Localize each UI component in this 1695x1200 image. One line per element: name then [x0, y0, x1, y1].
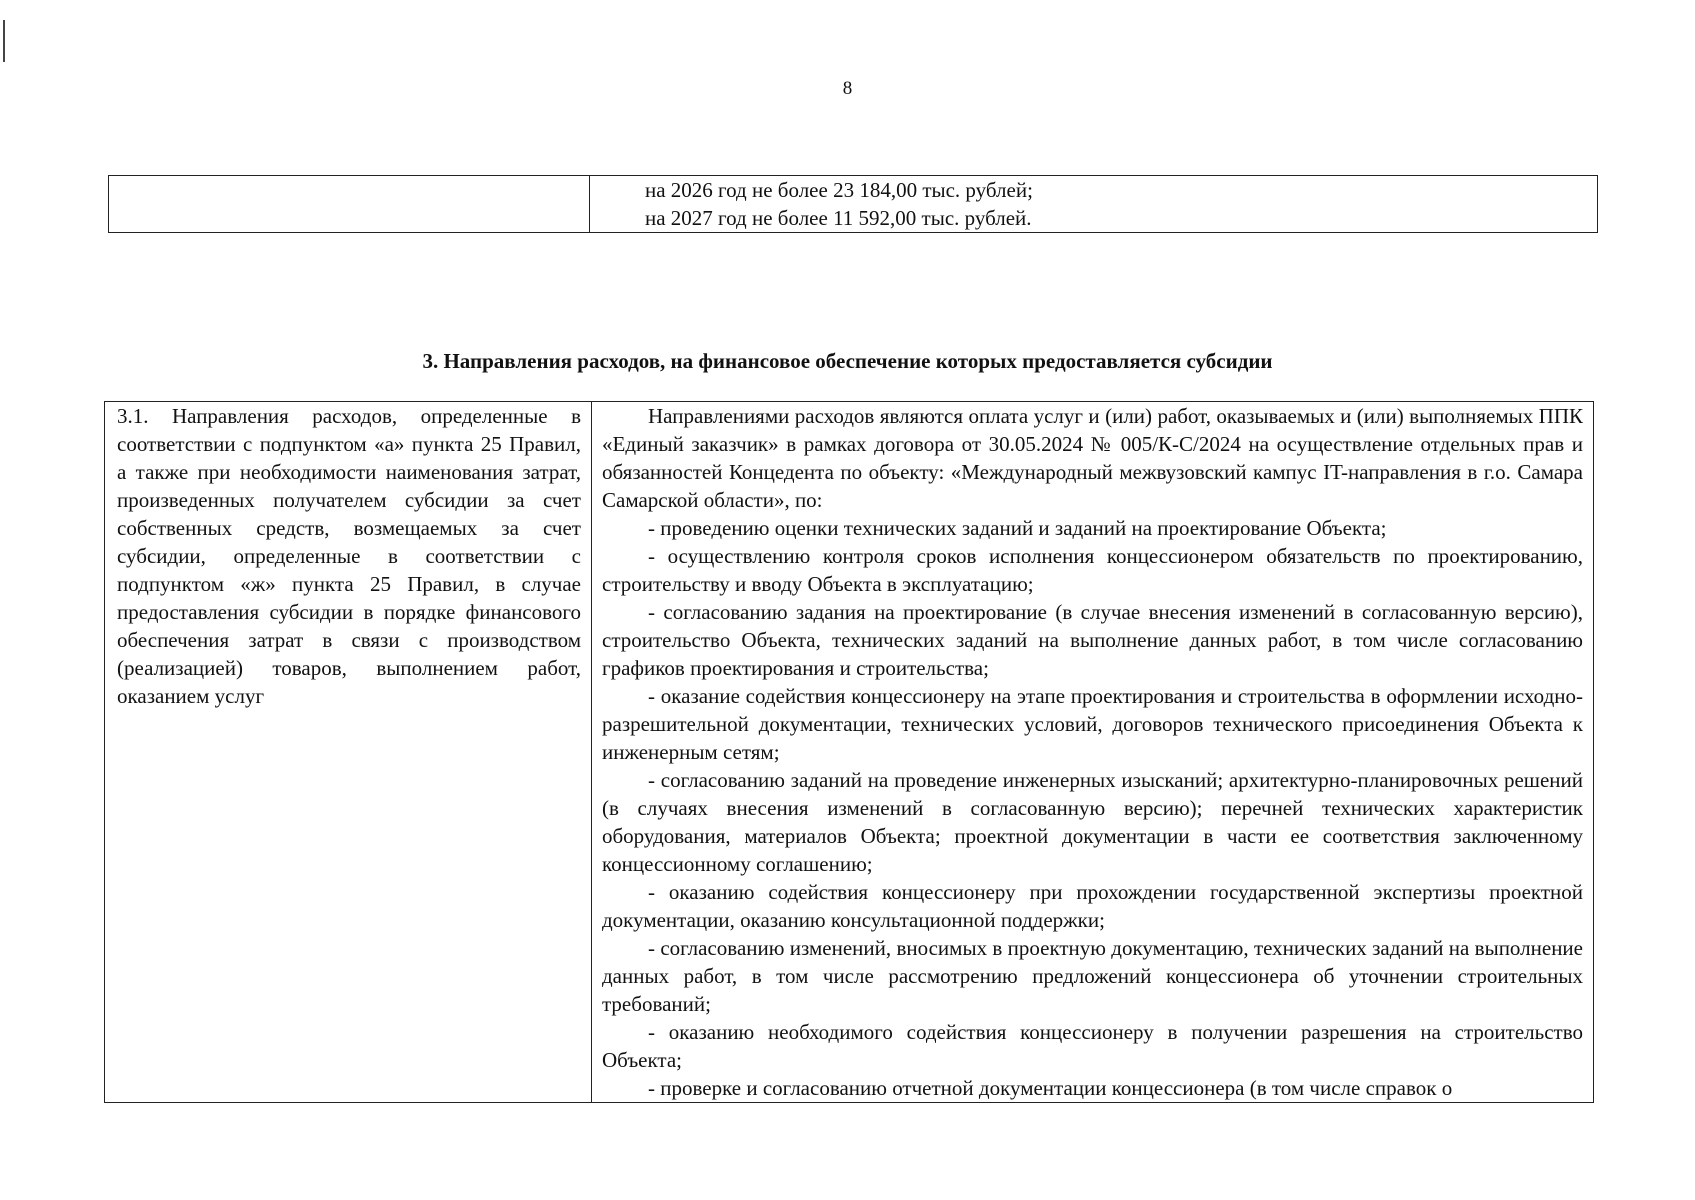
list-item: - согласованию изменений, вносимых в проектную документацию, технических заданий на выполнение данных работ, в том числе рассмотрению предложений концессионера об уточнении строительных требований; — [602, 936, 1583, 1016]
list-item: - оказанию содействия концессионеру при прохождении государственной экспертизы проектной документации, оказанию консультационной поддержки; — [602, 880, 1583, 932]
table-row — [105, 402, 1594, 1103]
scan-edge-mark — [3, 20, 5, 62]
list-item: - оказанию необходимого содействия концессионеру в получении разрешения на строительство Объекта; — [602, 1020, 1583, 1072]
expense-directions-content-cell — [592, 402, 1594, 1103]
list-item: - согласованию задания на проектирование (в случае внесения изменений в согласованную версию), строительство Объекта, технических заданий на выполнение данных работ, в том числе согласованию графиков проектирования и строительства; — [602, 600, 1583, 680]
list-item: - осуществлению контроля сроков исполнения концессионером обязательств по проектированию, строительству и вводу Объекта в эксплуатацию; — [602, 544, 1583, 596]
table-row — [109, 176, 1598, 233]
funding-limits-table — [108, 175, 1598, 233]
page-number: 8 — [842, 78, 853, 99]
funding-limits-cell — [590, 176, 1598, 233]
list-item: - проверке и согласованию отчетной документации концессионера (в том числе справок о — [648, 1076, 1453, 1100]
list-item: - проведению оценки технических заданий и заданий на проектирование Объекта; — [648, 516, 1387, 540]
expense-directions-intro: Направлениями расходов являются оплата услуг и (или) работ, оказываемых и (или) выполняемых ППК «Единый заказчик» в рамках договора от 30.05.2024 № 005/К-С/2024 на осуществление отдельных прав и обязанностей Концедента по объекту: «Международный межвузовский кампус IT-направления в г.о. Самара Самарской области», по: — [602, 404, 1583, 512]
list-item: - согласованию заданий на проведение инженерных изысканий; архитектурно-планировочных решений (в случаях внесения изменений в согласованную версию); перечней технических характеристик оборудования, материалов Объекта; проектной документации в части ее соответствия заключенному концессионному соглашению; — [602, 768, 1583, 876]
empty-left-cell — [109, 176, 590, 233]
section-heading: 3. Направления расходов, на финансовое обеспечение которых предоставляется субсидии — [422, 349, 1273, 373]
list-item: - оказание содействия концессионеру на этапе проектирования и строительства в оформлении исходно-разрешительной документации, технических условий, договоров технического присоединения Объекта к инженерным сетям; — [602, 684, 1583, 764]
limit-2026-line: на 2026 год не более 23 184,00 тыс. рублей; — [645, 178, 1033, 202]
expense-directions-table — [104, 401, 1594, 1103]
limit-2027-line: на 2027 год не более 11 592,00 тыс. рублей. — [645, 206, 1032, 230]
expense-directions-label-cell: 3.1. Направления расходов, определенные в соответствии с подпунктом «а» пункта 25 Правил, а также при необходимости наименования затрат, произведенных получателем субсидии за счет собственных средств, возмещаемых за счет субсидии, определенные в соответствии с подпунктом «ж» пункта 25 Правил, в случае предоставления субсидии в порядке финансового обеспечения затрат в связи с производством (реализацией) товаров, выполнением работ, оказанием услуг — [105, 402, 592, 1103]
